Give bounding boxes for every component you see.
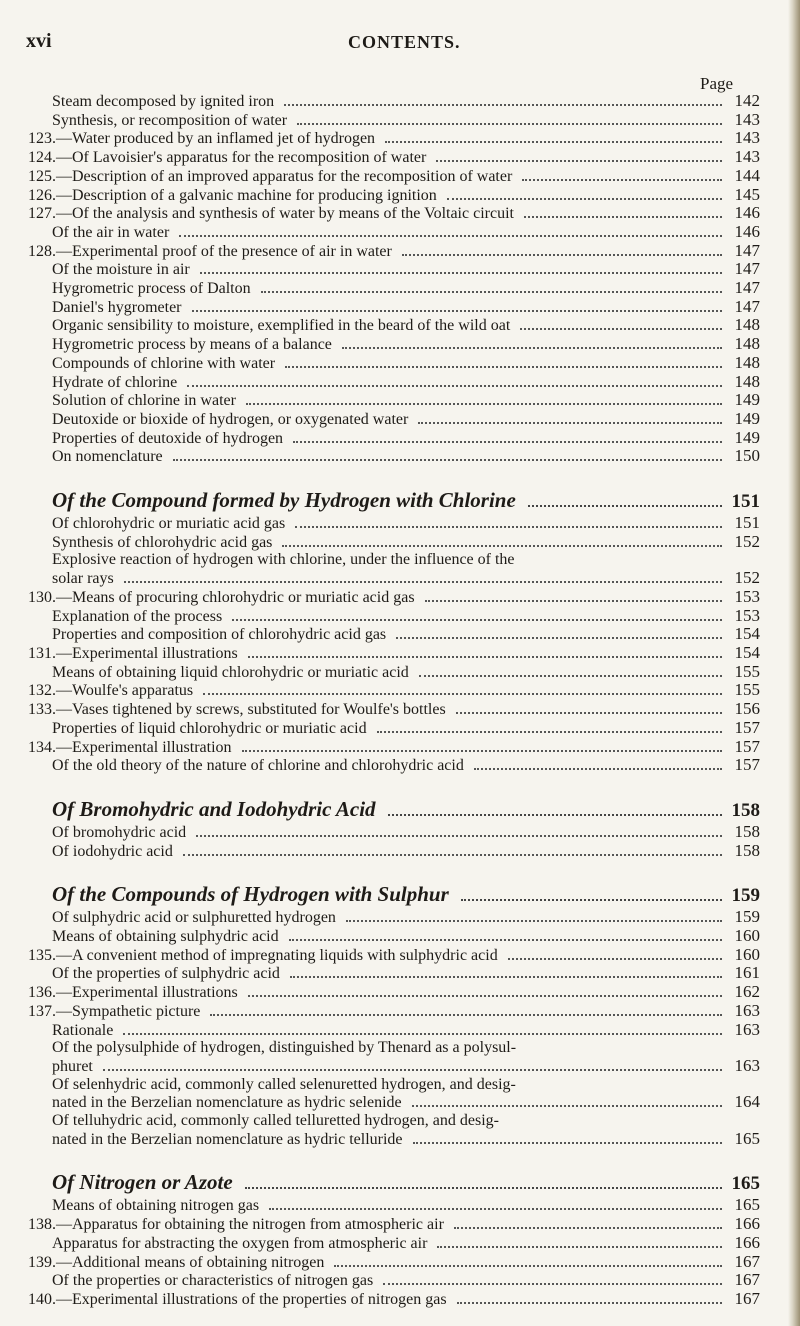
entry-text: —Experimental illustrations of the properties of nitrogen gas bbox=[56, 1290, 447, 1308]
dot-leader bbox=[508, 958, 722, 960]
toc-entry bbox=[28, 147, 760, 167]
dot-leader bbox=[103, 1069, 722, 1071]
entry-number: 134. bbox=[28, 738, 56, 756]
entry-page: 146 bbox=[734, 203, 760, 223]
toc-entry bbox=[52, 391, 760, 410]
section-heading bbox=[52, 882, 760, 908]
page-column-label: Page bbox=[700, 74, 734, 93]
entry-page: 143 bbox=[734, 109, 760, 129]
entry-number: 135. bbox=[28, 946, 56, 964]
entry-page: 166 bbox=[734, 1214, 760, 1234]
toc-entry bbox=[52, 335, 760, 354]
entry-page: 154 bbox=[734, 624, 760, 644]
dot-leader bbox=[187, 385, 722, 387]
entry-text: Apparatus for abstracting the oxygen from atmospheric air bbox=[52, 1234, 428, 1252]
table-of-contents bbox=[28, 91, 760, 1309]
entry-number: 125. bbox=[28, 167, 56, 185]
dot-leader bbox=[342, 347, 722, 349]
toc-entry bbox=[52, 223, 760, 242]
dot-leader bbox=[203, 693, 722, 695]
toc-entry bbox=[52, 279, 760, 298]
entry-text: Synthesis of chlorohydric acid gas bbox=[52, 533, 273, 551]
entry-text: Hygrometric process of Dalton bbox=[52, 280, 251, 298]
dot-leader bbox=[522, 179, 722, 181]
entry-text: Of the properties of sulphydric acid bbox=[52, 965, 280, 983]
dot-leader bbox=[474, 768, 722, 770]
entry-page: 150 bbox=[734, 446, 760, 466]
entry-text: Compounds of chlorine with water bbox=[52, 354, 276, 372]
toc-entry bbox=[52, 429, 760, 448]
dot-leader bbox=[196, 835, 722, 837]
toc-entry bbox=[28, 1000, 760, 1021]
entry-page: 148 bbox=[734, 371, 760, 391]
entry-page: 154 bbox=[734, 642, 760, 662]
dot-leader bbox=[245, 1187, 722, 1189]
dot-leader bbox=[290, 976, 722, 978]
dot-leader bbox=[346, 920, 722, 922]
entry-page: 159 bbox=[734, 907, 760, 927]
dot-leader bbox=[520, 328, 722, 330]
entry-text: —Sympathetic picture bbox=[56, 1002, 201, 1020]
toc-entry bbox=[52, 1234, 760, 1253]
toc-entry bbox=[52, 533, 760, 552]
toc-entry bbox=[28, 982, 760, 1002]
entry-text: Of bromohydric acid bbox=[52, 823, 187, 841]
toc-entry bbox=[52, 551, 760, 569]
entry-page: 148 bbox=[734, 315, 760, 335]
toc-entry bbox=[52, 1039, 760, 1057]
entry-text: —Experimental proof of the presence of air in water bbox=[56, 242, 392, 260]
toc-entry bbox=[52, 1057, 760, 1076]
entry-page: 147 bbox=[734, 296, 760, 316]
entry-page: 156 bbox=[734, 699, 760, 719]
dot-leader bbox=[413, 1142, 722, 1144]
toc-entry bbox=[52, 908, 760, 927]
entry-text: Properties and composition of chlorohydric acid gas bbox=[52, 626, 387, 644]
toc-entry bbox=[28, 642, 760, 663]
dot-leader bbox=[412, 1105, 722, 1107]
entry-page: 149 bbox=[734, 390, 760, 410]
toc-entry bbox=[28, 944, 760, 965]
toc-entry bbox=[52, 1021, 760, 1040]
entry-number: 127. bbox=[28, 205, 56, 223]
entry-page: 165 bbox=[734, 1195, 760, 1215]
dot-leader bbox=[293, 441, 722, 443]
entry-text: —Water produced by an inflamed jet of hydrogen bbox=[56, 130, 376, 148]
entry-text: —Experimental illustrations bbox=[56, 984, 238, 1002]
dot-leader bbox=[210, 1014, 722, 1016]
toc-entry bbox=[52, 447, 760, 466]
dot-leader bbox=[377, 731, 722, 733]
entry-page: 155 bbox=[734, 661, 760, 681]
toc-entry bbox=[52, 607, 760, 626]
dot-leader bbox=[528, 505, 722, 507]
dot-leader bbox=[402, 254, 722, 256]
dot-leader bbox=[124, 581, 722, 583]
toc-entry bbox=[52, 927, 760, 946]
entry-page: 163 bbox=[734, 1000, 760, 1020]
toc-entry bbox=[52, 663, 760, 682]
dot-leader bbox=[200, 272, 722, 274]
entry-text: Steam decomposed by ignited iron bbox=[52, 93, 275, 110]
toc-entry bbox=[52, 1130, 760, 1149]
entry-text: Means of obtaining liquid chlorohydric or muriatic acid bbox=[52, 663, 409, 681]
entry-text: —Experimental illustrations bbox=[56, 644, 238, 662]
section-title: Of the Compound formed by Hydrogen with Chlorine bbox=[52, 488, 516, 513]
dot-leader bbox=[396, 637, 722, 639]
entry-text: Synthesis, or recomposition of water bbox=[52, 111, 288, 129]
toc-entry bbox=[28, 203, 760, 223]
toc-entry bbox=[52, 298, 760, 317]
entry-text: —Apparatus for obtaining the nitrogen from atmospheric air bbox=[56, 1216, 444, 1234]
entry-text: —Of Lavoisier's apparatus for the recomposition of water bbox=[56, 149, 427, 167]
entry-text: Means of obtaining sulphydric acid bbox=[52, 928, 279, 946]
entry-page: 142 bbox=[734, 91, 760, 110]
dot-leader bbox=[334, 1265, 722, 1267]
dot-leader bbox=[461, 899, 722, 901]
entry-text: Organic sensibility to moisture, exemplified in the beard of the wild oat bbox=[52, 317, 511, 335]
toc-entry bbox=[52, 964, 760, 983]
toc-entry bbox=[28, 184, 760, 205]
entry-page: 143 bbox=[734, 128, 760, 148]
entry-text: —Vases tightened by screws, substituted for Woulfe's bottles bbox=[56, 701, 446, 719]
entry-text: Properties of liquid chlorohydric or muriatic acid bbox=[52, 719, 367, 737]
entry-page: 165 bbox=[734, 1128, 760, 1148]
entry-page: 167 bbox=[734, 1251, 760, 1271]
toc-section bbox=[28, 882, 760, 1148]
entry-page: 161 bbox=[734, 963, 760, 983]
section-page: 165 bbox=[731, 1173, 760, 1195]
entry-text: Of chlorohydric or muriatic acid gas bbox=[52, 515, 286, 533]
entry-page: 152 bbox=[734, 531, 760, 551]
running-header bbox=[26, 30, 800, 54]
entry-number: 136. bbox=[28, 984, 56, 1002]
entry-number: 133. bbox=[28, 701, 56, 719]
entry-number: 124. bbox=[28, 149, 56, 167]
toc-entry bbox=[52, 316, 760, 335]
entry-number: 139. bbox=[28, 1253, 56, 1271]
section-heading bbox=[52, 1170, 760, 1196]
toc-entry bbox=[52, 625, 760, 644]
entry-text: Of the old theory of the nature of chlorine and chlorohydric acid bbox=[52, 757, 464, 775]
section-heading bbox=[52, 797, 760, 823]
toc-entry bbox=[52, 756, 760, 775]
entry-text: Of iodohydric acid bbox=[52, 842, 173, 860]
toc-entry bbox=[52, 260, 760, 279]
entry-page: 158 bbox=[734, 840, 760, 860]
toc-entry bbox=[52, 569, 760, 588]
entry-text: —A convenient method of impregnating liquids with sulphydric acid bbox=[56, 946, 498, 964]
entry-number: 132. bbox=[28, 682, 56, 700]
entry-page: 155 bbox=[734, 680, 760, 700]
dot-leader bbox=[456, 712, 722, 714]
entry-text: Of the moisture in air bbox=[52, 261, 190, 279]
dot-leader bbox=[437, 1246, 722, 1248]
entry-text: —Experimental illustration bbox=[56, 738, 232, 756]
entry-page: 158 bbox=[734, 821, 760, 841]
entry-number: 128. bbox=[28, 242, 56, 260]
section-page: 158 bbox=[731, 799, 760, 821]
entry-page: 151 bbox=[734, 513, 760, 533]
entry-page: 146 bbox=[734, 221, 760, 241]
entry-number: 123. bbox=[28, 130, 56, 148]
entry-text: phuret bbox=[52, 1057, 93, 1075]
toc-entry bbox=[52, 354, 760, 373]
entry-text: Deutoxide or bioxide of hydrogen, or oxygenated water bbox=[52, 410, 409, 428]
dot-leader bbox=[123, 1033, 722, 1035]
entry-text: Of the polysulphide of hydrogen, distinguished by Thenard as a polysul- bbox=[52, 1039, 517, 1057]
dot-leader bbox=[524, 216, 722, 218]
toc-entry bbox=[28, 699, 760, 719]
dot-leader bbox=[248, 995, 722, 997]
toc-entry bbox=[28, 128, 760, 148]
toc-entry bbox=[28, 1251, 760, 1272]
dot-leader bbox=[173, 459, 722, 461]
entry-page: 166 bbox=[734, 1232, 760, 1252]
entry-text: nated in the Berzelian nomenclature as hydric telluride bbox=[52, 1130, 403, 1148]
dot-leader bbox=[454, 1227, 722, 1229]
entry-page: 148 bbox=[734, 352, 760, 372]
dot-leader bbox=[242, 750, 722, 752]
entry-number: 126. bbox=[28, 186, 56, 204]
dot-leader bbox=[183, 854, 722, 856]
entry-text: Of the air in water bbox=[52, 223, 170, 241]
section-heading bbox=[52, 488, 760, 514]
section-page: 151 bbox=[731, 491, 760, 513]
toc-section bbox=[28, 488, 760, 775]
entry-text: Of sulphydric acid or sulphuretted hydrogen bbox=[52, 909, 336, 927]
dot-leader bbox=[447, 198, 722, 200]
entry-text: Rationale bbox=[52, 1021, 114, 1039]
entry-page: 160 bbox=[734, 926, 760, 946]
toc-entry bbox=[28, 1288, 760, 1309]
entry-page: 145 bbox=[734, 184, 760, 204]
dot-leader bbox=[246, 403, 722, 405]
toc-entry bbox=[28, 680, 760, 700]
dot-leader bbox=[385, 141, 722, 143]
entry-text: Hygrometric process by means of a balance bbox=[52, 336, 332, 354]
entry-text: Properties of deutoxide of hydrogen bbox=[52, 429, 284, 447]
dot-leader bbox=[295, 526, 722, 528]
entry-page: 160 bbox=[734, 944, 760, 964]
entry-page: 157 bbox=[734, 736, 760, 756]
dot-leader bbox=[289, 939, 722, 941]
dot-leader bbox=[383, 1283, 722, 1285]
dot-leader bbox=[284, 104, 722, 106]
toc-entry bbox=[52, 1112, 760, 1130]
dot-leader bbox=[285, 366, 722, 368]
dot-leader bbox=[248, 656, 722, 658]
entry-page: 147 bbox=[734, 240, 760, 260]
entry-page: 163 bbox=[734, 1019, 760, 1039]
entry-text: Daniel's hygrometer bbox=[52, 298, 182, 316]
dot-leader bbox=[425, 600, 722, 602]
toc-section bbox=[28, 1170, 760, 1308]
toc-entry bbox=[52, 1196, 760, 1215]
entry-page: 164 bbox=[734, 1092, 760, 1112]
toc-entry bbox=[52, 410, 760, 429]
section-page: 159 bbox=[731, 885, 760, 907]
dot-leader bbox=[436, 160, 722, 162]
toc-entry bbox=[52, 842, 760, 861]
toc-entry bbox=[52, 92, 760, 111]
section-title: Of Nitrogen or Azote bbox=[52, 1170, 233, 1195]
entry-number: 131. bbox=[28, 644, 56, 662]
dot-leader bbox=[457, 1302, 722, 1304]
toc-section-continued bbox=[28, 91, 760, 466]
section-title: Of Bromohydric and Iodohydric Acid bbox=[52, 796, 376, 821]
entry-page: 162 bbox=[734, 982, 760, 1002]
toc-entry bbox=[28, 240, 760, 261]
entry-text: solar rays bbox=[52, 570, 114, 588]
toc-entry bbox=[52, 1076, 760, 1094]
entry-text: —Of the analysis and synthesis of water by means of the Voltaic circuit bbox=[56, 205, 514, 223]
dot-leader bbox=[282, 545, 722, 547]
entry-text: Means of obtaining nitrogen gas bbox=[52, 1197, 260, 1215]
entry-page: 147 bbox=[734, 259, 760, 279]
entry-text: Explosive reaction of hydrogen with chlorine, under the influence of the bbox=[52, 551, 515, 569]
dot-leader bbox=[232, 619, 722, 621]
toc-entry bbox=[28, 1214, 760, 1234]
dot-leader bbox=[297, 123, 722, 125]
entry-page: 152 bbox=[734, 568, 760, 588]
entry-page: 144 bbox=[734, 165, 760, 185]
section-title: Of the Compounds of Hydrogen with Sulphur bbox=[52, 882, 449, 907]
toc-entry bbox=[52, 514, 760, 533]
toc-section bbox=[52, 797, 760, 860]
dot-leader bbox=[179, 235, 722, 237]
entry-text: Hydrate of chlorine bbox=[52, 373, 178, 391]
entry-page: 147 bbox=[734, 278, 760, 298]
toc-entry bbox=[28, 586, 760, 607]
entry-text: —Description of a galvanic machine for producing ignition bbox=[56, 186, 437, 204]
toc-entry bbox=[52, 719, 760, 738]
toc-entry bbox=[52, 1093, 760, 1112]
entry-text: On nomenclature bbox=[52, 448, 163, 466]
page-number: xvi bbox=[26, 30, 52, 52]
entry-text: —Description of an improved apparatus for the recomposition of water bbox=[56, 167, 513, 185]
entry-text: —Woulfe's apparatus bbox=[56, 682, 194, 700]
dot-leader bbox=[388, 814, 722, 816]
entry-page: 149 bbox=[734, 427, 760, 447]
entry-number: 130. bbox=[28, 588, 56, 606]
toc-entry bbox=[28, 736, 760, 757]
entry-number: 138. bbox=[28, 1216, 56, 1234]
toc-entry bbox=[52, 823, 760, 842]
entry-text: Explanation of the process bbox=[52, 607, 223, 625]
entry-text: Solution of chlorine in water bbox=[52, 392, 236, 410]
dot-leader bbox=[269, 1208, 722, 1210]
entry-page: 163 bbox=[734, 1055, 760, 1075]
entry-page: 157 bbox=[734, 755, 760, 775]
toc-entry bbox=[28, 165, 760, 186]
entry-page: 149 bbox=[734, 408, 760, 428]
entry-text: Of selenhydric acid, commonly called selenuretted hydrogen, and desig- bbox=[52, 1075, 516, 1093]
dot-leader bbox=[418, 422, 722, 424]
page-binding-edge bbox=[788, 0, 800, 1326]
entry-page: 157 bbox=[734, 717, 760, 737]
entry-page: 167 bbox=[734, 1270, 760, 1290]
entry-number: 140. bbox=[28, 1290, 56, 1308]
entry-text: —Means of procuring chlorohydric or muriatic acid gas bbox=[56, 588, 415, 606]
entry-text: Of the properties or characteristics of nitrogen gas bbox=[52, 1272, 374, 1290]
dot-leader bbox=[192, 310, 722, 312]
entry-text: Of telluhydric acid, commonly called telluretted hydrogen, and desig- bbox=[52, 1112, 499, 1130]
entry-text: nated in the Berzelian nomenclature as hydric selenide bbox=[52, 1094, 402, 1112]
entry-text: —Additional means of obtaining nitrogen bbox=[56, 1253, 325, 1271]
entry-page: 153 bbox=[734, 586, 760, 606]
entry-number: 137. bbox=[28, 1002, 56, 1020]
entry-page: 143 bbox=[734, 147, 760, 167]
toc-entry bbox=[52, 373, 760, 392]
entry-page: 153 bbox=[734, 605, 760, 625]
page-title: CONTENTS. bbox=[348, 32, 461, 52]
toc-entry bbox=[52, 111, 760, 130]
toc-entry bbox=[52, 1271, 760, 1290]
dot-leader bbox=[419, 675, 722, 677]
entry-page: 148 bbox=[734, 334, 760, 354]
entry-page: 167 bbox=[734, 1288, 760, 1308]
dot-leader bbox=[261, 291, 722, 293]
